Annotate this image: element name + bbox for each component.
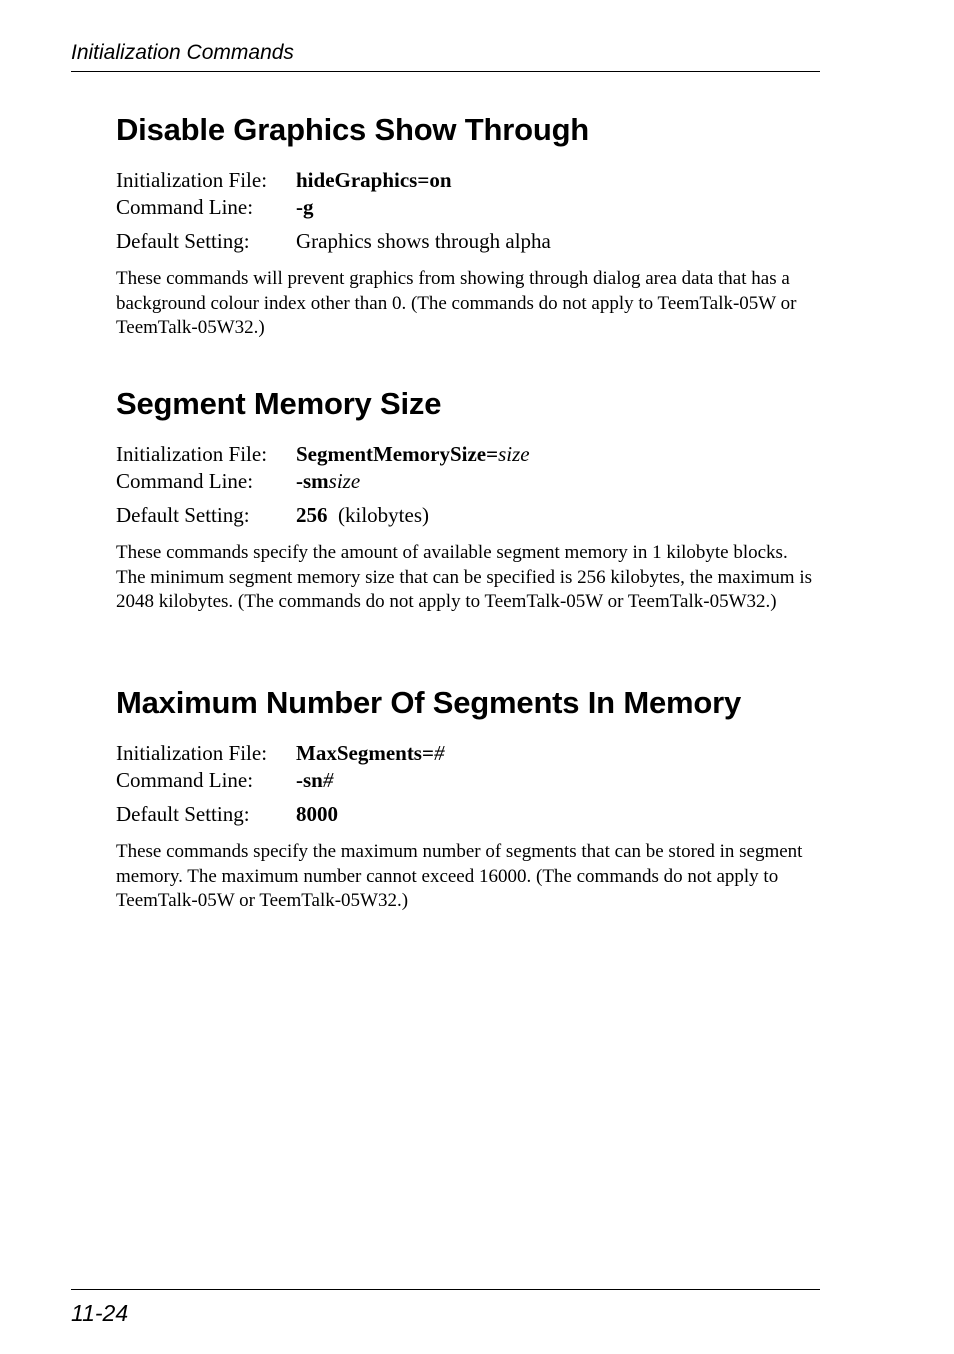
section-description: These commands specify the maximum number of segments that can be stored in segment memory. The maximum number cannot exceed 16000. (The commands do not apply to TeemTalk-05W or TeemTalk-05W32.) [116,841,803,911]
command-line-label: Command Line: [116,768,254,792]
page-number: 11-24 [71,1300,129,1326]
init-file-param: size [498,442,530,466]
init-file-param: # [433,741,445,765]
init-file-value-group [296,740,444,767]
section-max-segments [116,683,816,914]
default-setting-value: Graphics shows through alpha [296,229,551,253]
command-line-row [116,468,816,495]
command-line-param: # [322,768,334,792]
command-line-value: -sn [296,768,323,792]
section-segment-memory-size [116,384,816,615]
default-setting-value: 256 [296,503,328,527]
init-file-row [116,740,816,767]
section-disable-graphics [116,110,816,341]
command-line-value: -g [296,195,314,219]
default-setting-row [116,502,816,529]
command-line-value-group [296,767,333,794]
running-header: Initialization Commands [71,41,294,64]
command-line-label: Command Line: [116,469,254,493]
init-file-value-group [296,441,530,468]
init-file-label: Initialization File: [116,741,268,765]
init-file-value: MaxSegments= [296,741,434,765]
init-file-value: SegmentMemorySize= [296,442,499,466]
command-line-value-group [296,468,360,495]
command-line-value: -sm [296,469,329,493]
command-line-param: size [328,469,361,493]
default-setting-row [116,801,816,828]
init-file-label: Initialization File: [116,442,268,466]
section-description: These commands will prevent graphics from showing through dialog area data that has a background colour index other than 0. (The commands do not apply to TeemTalk-05W or TeemTalk-05W32.) [116,268,797,338]
init-file-row [116,441,816,468]
footer-rule [71,1289,820,1290]
init-file-value: hideGraphics=on [296,168,452,192]
default-setting-label: Default Setting: [116,229,250,253]
default-setting-value: 8000 [296,802,338,826]
command-line-row [116,194,816,221]
init-file-row [116,167,816,194]
command-line-label: Command Line: [116,195,254,219]
default-setting-label: Default Setting: [116,802,250,826]
section-description: These commands specify the amount of available segment memory in 1 kilobyte blocks. The minimum segment memory size that can be specified is 256 kilobytes, the maximum is 2048 kilobytes. (The commands do not apply to TeemTalk-05W or TeemTalk-05W32.) [116,542,812,612]
init-file-label: Initialization File: [116,168,268,192]
section-heading: Disable Graphics Show Through [116,112,590,147]
command-line-row [116,767,816,794]
default-setting-unit: (kilobytes) [338,503,429,527]
default-setting-row [116,228,816,255]
header-rule [71,71,820,72]
default-setting-label: Default Setting: [116,503,250,527]
section-heading: Segment Memory Size [116,386,442,421]
default-setting-value-group [296,502,429,529]
section-heading: Maximum Number Of Segments In Memory [116,685,741,720]
